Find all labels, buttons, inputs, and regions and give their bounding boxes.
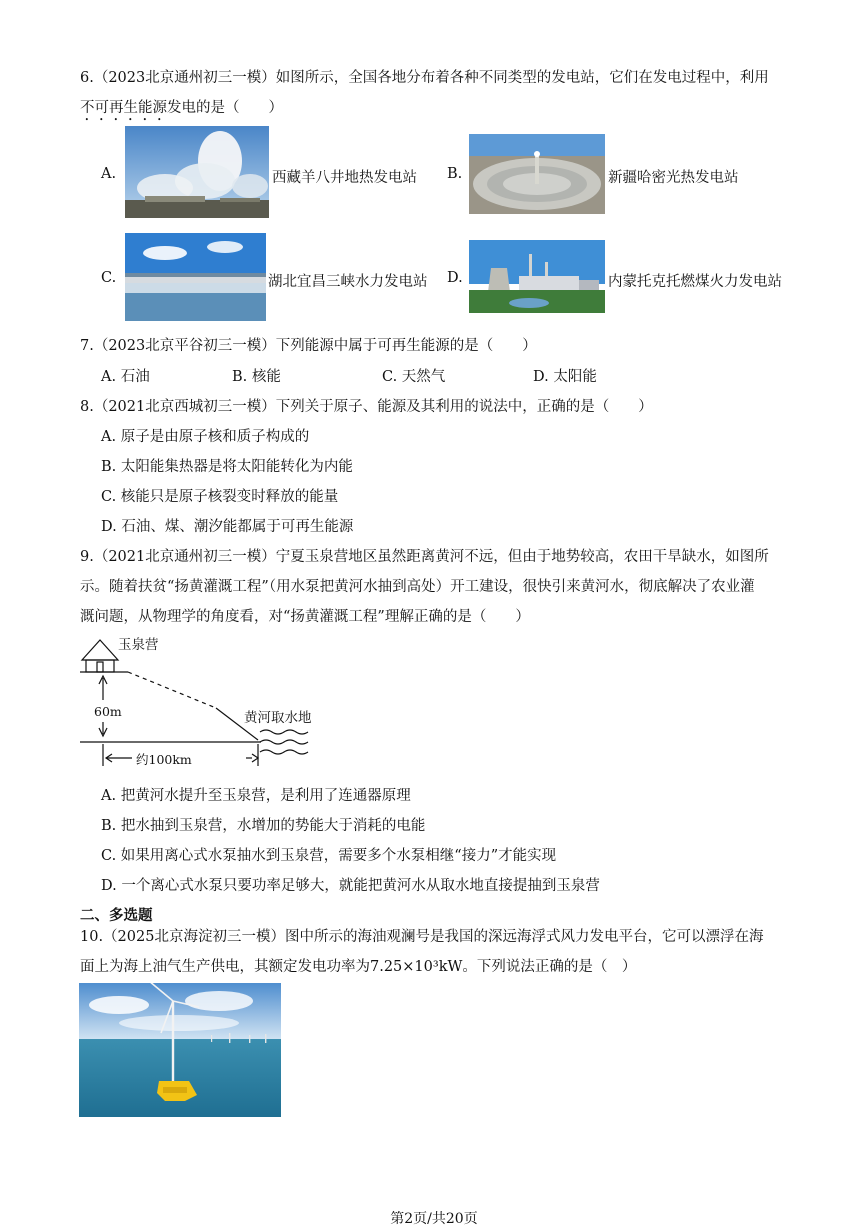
q8-stem: 8.（2021北京西城初三一模）下列关于原子、能源及其利用的说法中，正确的是（ ） (80, 399, 653, 415)
q10-stem-line2: 面上为海上油气生产供电，其额定发电功率为7.25×10³kW。下列说法正确的是（ ） (80, 959, 637, 975)
floating-wind-platform-photo (79, 983, 281, 1117)
q6-option-b-letter: B. (447, 166, 463, 182)
q9-label-height: 60m (94, 704, 122, 719)
q9-option-a: A. 把黄河水提升至玉泉营，是利用了连通器原理 (101, 788, 411, 804)
q6-stem-line1: 6.（2023北京通州初三一模）如图所示，全国各地分布着各种不同类型的发电站，它们在发电过程中，利用 (80, 70, 769, 86)
q7-option-c: C. 天然气 (382, 369, 446, 385)
solar-thermal-plant-photo (469, 134, 605, 214)
q6-option-d-label: 内蒙托克托燃煤火力发电站 (608, 274, 782, 290)
q6-emphasis: 不可再生能源 (80, 100, 167, 116)
q9-label-river-intake: 黄河取水地 (244, 710, 312, 726)
q9-option-d: D. 一个离心式水泵只要功率足够大，就能把黄河水从取水地直接提抽到玉泉营 (101, 878, 600, 894)
q10-stem-line1: 10.（2025北京海淀初三一模）图中所示的海油观澜号是我国的深远海浮式风力发电平台，它可以漂浮在海 (80, 929, 764, 945)
q8-option-c: C. 核能只是原子核裂变时释放的能量 (101, 489, 339, 505)
q9-option-c: C. 如果用离心式水泵抽水到玉泉营，需要多个水泵相继“接力”才能实现 (101, 848, 557, 864)
q9-label-distance: 约100km (136, 752, 192, 767)
q8-option-a: A. 原子是由原子核和质子构成的 (101, 429, 310, 445)
q8-option-b: B. 太阳能集热器是将太阳能转化为内能 (101, 459, 353, 475)
q9-label-yuquanying: 玉泉营 (118, 637, 159, 653)
q6-option-a-label: 西藏羊八井地热发电站 (272, 170, 417, 186)
q6-option-d-letter: D. (447, 270, 463, 286)
hydropower-dam-photo (125, 233, 266, 321)
q6-stem-line2 (80, 96, 283, 124)
q9-stem-line3: 溉问题，从物理学的角度看，对“扬黄灌溉工程”理解正确的是（ ） (80, 609, 530, 625)
geothermal-plant-photo (125, 126, 269, 218)
q9-stem-line2: 示。随着扶贫“扬黄灌溉工程”（用水泵把黄河水抽到高处）开工建设，很快引来黄河水，彻底解决了农业灌 (80, 579, 755, 595)
q6-stem-rest: 发电的是（ ） (167, 100, 283, 116)
q7-option-a: A. 石油 (101, 369, 150, 385)
q9-terrain-diagram (76, 630, 336, 775)
q8-option-d: D. 石油、煤、潮汐能都属于可再生能源 (101, 519, 354, 535)
section-heading-multi-choice: 二、多选题 (80, 908, 153, 924)
q6-option-c-letter: C. (101, 270, 117, 286)
q7-stem: 7.（2023北京平谷初三一模）下列能源中属于可再生能源的是（ ） (80, 338, 537, 354)
q9-stem-line1: 9.（2021北京通州初三一模）宁夏玉泉营地区虽然距离黄河不远，但由于地势较高，农田干旱缺水，如图所 (80, 549, 769, 565)
q7-option-b: B. 核能 (232, 369, 281, 385)
page-footer: 第2页/共20页 (390, 1211, 478, 1227)
q6-option-b-label: 新疆哈密光热发电站 (608, 170, 739, 186)
coal-power-plant-photo (469, 240, 605, 313)
q6-option-c-label: 湖北宜昌三峡水力发电站 (268, 274, 428, 290)
q6-option-a-letter: A. (101, 166, 117, 182)
q9-option-b: B. 把水抽到玉泉营，水增加的势能大于消耗的电能 (101, 818, 426, 834)
q7-option-d: D. 太阳能 (533, 369, 597, 385)
